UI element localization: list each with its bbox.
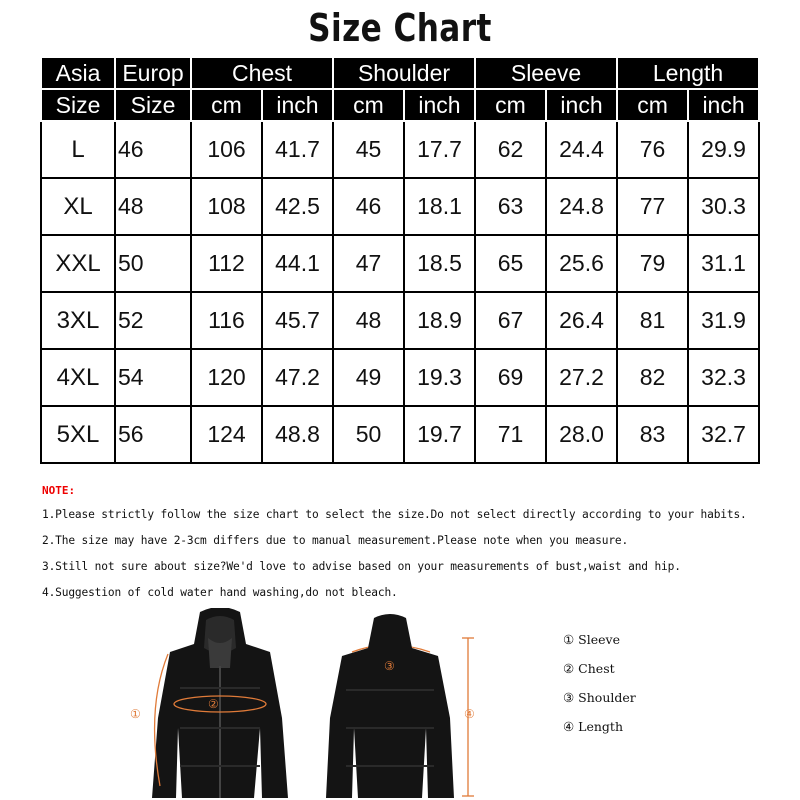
- asia-size-cell: 4XL: [41, 349, 115, 406]
- unit-header: inch: [688, 89, 759, 121]
- table-row: [41, 349, 759, 406]
- table-cell: 79: [617, 235, 688, 292]
- asia-size-cell: 3XL: [41, 292, 115, 349]
- marker-sleeve: ①: [130, 707, 141, 721]
- legend-item-length: ④ Length: [563, 719, 624, 734]
- unit-header: inch: [404, 89, 475, 121]
- legend-item-sleeve: ① Sleeve: [563, 632, 620, 647]
- table-cell: 77: [617, 178, 688, 235]
- table-cell: 120: [191, 349, 262, 406]
- marker-chest: ②: [208, 697, 219, 711]
- asia-size-cell: XL: [41, 178, 115, 235]
- jacket-back-image: [326, 614, 454, 798]
- table-cell: 65: [475, 235, 546, 292]
- table-cell: 62: [475, 121, 546, 178]
- table-cell: 31.1: [688, 235, 759, 292]
- table-cell: 48.8: [262, 406, 333, 463]
- note-item: 4.Suggestion of cold water hand washing,do not bleach.: [42, 586, 398, 599]
- table-cell: 24.8: [546, 178, 617, 235]
- header-sleeve: Sleeve: [475, 57, 617, 89]
- table-cell: 17.7: [404, 121, 475, 178]
- table-cell: 83: [617, 406, 688, 463]
- notes-list: [42, 508, 747, 612]
- table-cell: 44.1: [262, 235, 333, 292]
- table-cell: 31.9: [688, 292, 759, 349]
- table-row: [41, 292, 759, 349]
- table-cell: 47: [333, 235, 404, 292]
- unit-header: cm: [191, 89, 262, 121]
- marker-length: ④: [464, 707, 475, 721]
- table-cell: 116: [191, 292, 262, 349]
- marker-shoulder: ③: [384, 659, 395, 673]
- table-cell: 19.7: [404, 406, 475, 463]
- asia-size-cell: L: [41, 121, 115, 178]
- euro-size-cell: 56: [115, 406, 191, 463]
- table-row: [41, 121, 759, 178]
- table-cell: 18.5: [404, 235, 475, 292]
- size-table: [40, 56, 760, 464]
- jacket-front-image: [152, 608, 288, 798]
- table-cell: 124: [191, 406, 262, 463]
- legend-item-shoulder: ③ Shoulder: [563, 690, 636, 705]
- table-cell: 47.2: [262, 349, 333, 406]
- table-cell: 106: [191, 121, 262, 178]
- header-shoulder: Shoulder: [333, 57, 475, 89]
- unit-header: cm: [475, 89, 546, 121]
- header-euro-size: Europ: [115, 57, 191, 89]
- header-euro-size-line2: Size: [115, 89, 191, 121]
- header-asia-size: Asia: [41, 57, 115, 89]
- note-label: NOTE:: [42, 484, 76, 497]
- table-cell: 27.2: [546, 349, 617, 406]
- table-cell: 42.5: [262, 178, 333, 235]
- table-cell: 46: [333, 178, 404, 235]
- table-cell: 81: [617, 292, 688, 349]
- table-row: [41, 235, 759, 292]
- table-cell: 18.9: [404, 292, 475, 349]
- table-cell: 32.7: [688, 406, 759, 463]
- table-cell: 30.3: [688, 178, 759, 235]
- table-cell: 76: [617, 121, 688, 178]
- table-cell: 63: [475, 178, 546, 235]
- table-cell: 69: [475, 349, 546, 406]
- table-cell: 32.3: [688, 349, 759, 406]
- size-table-body: [41, 121, 759, 463]
- unit-header: cm: [333, 89, 404, 121]
- note-item: 3.Still not sure about size?We'd love to advise based on your measurements of bust,waist and hip.: [42, 560, 681, 573]
- table-row: [41, 178, 759, 235]
- measurement-legend: [563, 632, 636, 748]
- table-cell: 82: [617, 349, 688, 406]
- unit-header: cm: [617, 89, 688, 121]
- header-asia-size-line2: Size: [41, 89, 115, 121]
- table-cell: 18.1: [404, 178, 475, 235]
- table-cell: 108: [191, 178, 262, 235]
- table-cell: 48: [333, 292, 404, 349]
- table-cell: 28.0: [546, 406, 617, 463]
- table-cell: 24.4: [546, 121, 617, 178]
- table-cell: 41.7: [262, 121, 333, 178]
- euro-size-cell: 54: [115, 349, 191, 406]
- table-cell: 45.7: [262, 292, 333, 349]
- euro-size-cell: 50: [115, 235, 191, 292]
- legend-item-chest: ② Chest: [563, 661, 615, 676]
- table-cell: 71: [475, 406, 546, 463]
- unit-header: inch: [262, 89, 333, 121]
- unit-header: inch: [546, 89, 617, 121]
- table-row: [41, 406, 759, 463]
- header-chest: Chest: [191, 57, 333, 89]
- table-cell: 67: [475, 292, 546, 349]
- header-length: Length: [617, 57, 759, 89]
- note-item: 1.Please strictly follow the size chart to select the size.Do not select directly according to your habits.: [42, 508, 747, 521]
- asia-size-cell: 5XL: [41, 406, 115, 463]
- euro-size-cell: 46: [115, 121, 191, 178]
- table-cell: 49: [333, 349, 404, 406]
- page-title: Size Chart: [308, 6, 492, 50]
- note-item: 2.The size may have 2-3cm differs due to manual measurement.Please note when you measure.: [42, 534, 629, 547]
- table-cell: 50: [333, 406, 404, 463]
- table-cell: 19.3: [404, 349, 475, 406]
- table-cell: 25.6: [546, 235, 617, 292]
- table-cell: 45: [333, 121, 404, 178]
- table-cell: 29.9: [688, 121, 759, 178]
- euro-size-cell: 48: [115, 178, 191, 235]
- asia-size-cell: XXL: [41, 235, 115, 292]
- jacket-measurement-figure: [120, 608, 640, 800]
- table-cell: 26.4: [546, 292, 617, 349]
- euro-size-cell: 52: [115, 292, 191, 349]
- table-cell: 112: [191, 235, 262, 292]
